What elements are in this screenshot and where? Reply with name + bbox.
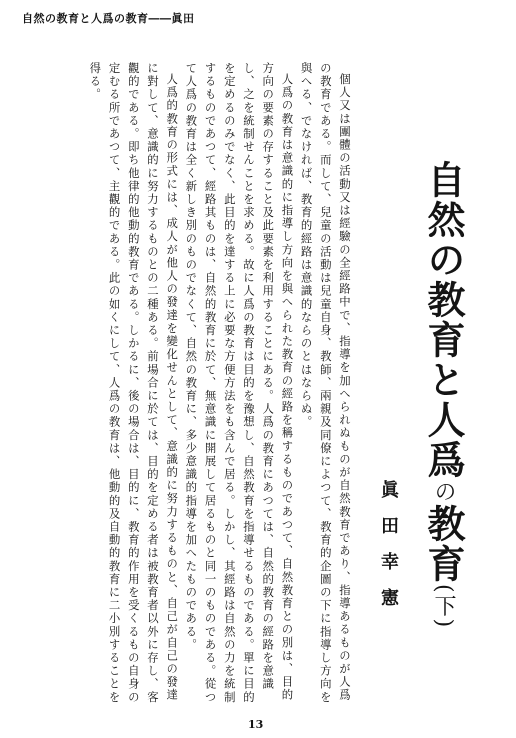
- paragraph: 個人又は團體の活動又は經驗の全經路中で、指導を加へられぬものが自然教育であり、指導あるものが人爲の教育である。而して、兒童の活動は兒童自身、教師、兩親及同僚によつて、教育的企圖の下に指導し方向を與へる、でなければ、教育的經路は意識的ならのとはならぬ。: [299, 62, 352, 704]
- paragraph: 人爲的教育の形式には、成人が他人の發達を變化せんとして、意識的に努力するものと、自己が自己の發達に對して、意識的に努力するものとの二種ある。前場合に於ては、目的を定める者は被教育者以外に存し、客觀的である。即ち他律的他動的教育である。しかるに、後の場合は、目的に、教育的作用を受くるもの自身の定むる所であつて、主觀的である。此の如くにして、人爲の教育は、他動的及自動的教育に二小別することを得る。: [88, 62, 180, 704]
- running-header: 自然の教育と人爲の教育――眞田: [22, 12, 195, 25]
- paragraph: 人爲の教育は意識的に指導し方向を與へられた教育の經路を稱するものであつて、自然教育との別は、目的方向の要素の存すること及此要素を利用することにある。人爲の教育にあつては、自然的教育の經路を意識し、之を統制せんことを求める。故に人爲の教育は目的を豫想し、自然教育を指導せるものである。單に目的を定めるのみでなく、此目的を達する上に必要な方便方法をも含んで居る。しかし、其經路は自然の力を統制するものであつて、經路其ものは、自然的教育に於て、無意識に開展して居るものと同一のものである。從つて人爲の教育は全く新しき別のものでなくて、自然の教育に、多少意識的指導を加へたものである。: [184, 62, 295, 704]
- title-end: 教育: [421, 504, 466, 584]
- title-part-marker: (下): [431, 584, 456, 630]
- article-body: [15, 62, 354, 714]
- article-title: [418, 160, 468, 629]
- title-particle: の: [431, 480, 456, 504]
- page-number: 13: [248, 718, 264, 731]
- author-name: 眞田幸憲: [378, 480, 399, 624]
- title-main: 自然の教育と人爲: [421, 160, 466, 480]
